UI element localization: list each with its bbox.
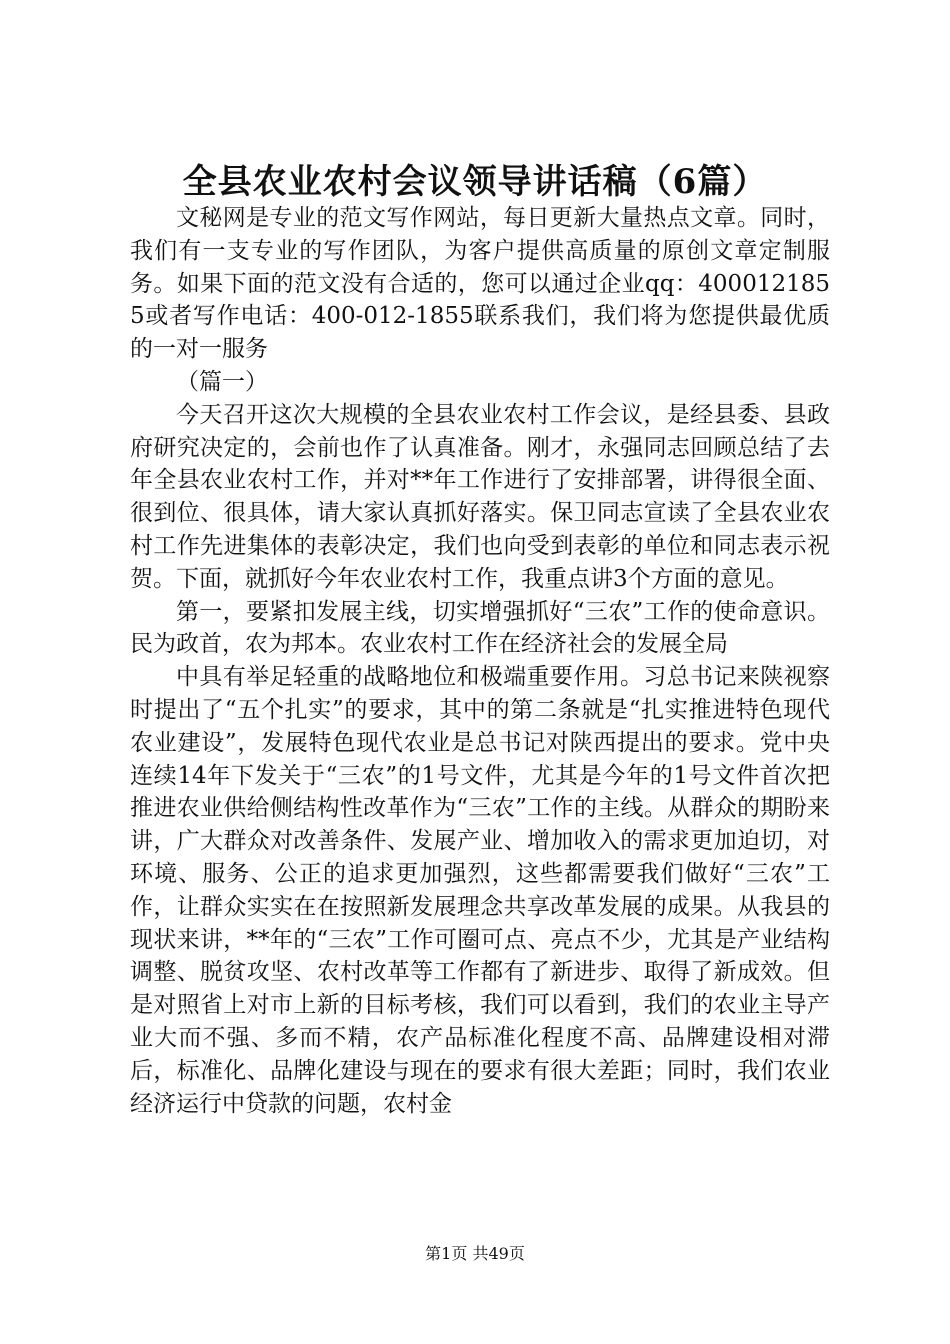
body-paragraph: 今天召开这次大规模的全县农业农村工作会议，是经县委、县政府研究决定的，会前也作了认真准备。刚才，永强同志回顾总结了去年全县农业农村工作，并对**年工作进行了安排部署，讲得很全面、很到位、很具体，请大家认真抓好落实。保卫同志宣读了全县农业农村工作先进集体的表彰决定，我们也向受到表彰的单位和同志表示祝贺。下面，就抓好今年农业农村工作，我重点讲3个方面的意见。 [130,401,830,592]
body-paragraph: 中具有举足轻重的战略地位和极端重要作用。习总书记来陕视察时提出了“五个扎实”的要求，其中的第二条就是“扎实推进特色现代农业建设”，发展特色现代农业是总书记对陕西提出的要求。党中央连续14年下发关于“三农”的1号文件，尤其是今年的1号文件首次把推进农业供给侧结构性改革作为“三农”工作的主线。从群众的期盼来讲，广大群众对改善条件、发展产业、增加收入的需求更加迫切，对环境、服务、公正的追求更加强烈，这些都需要我们做好“三农”工作，让群众实实在在按照新发展理念共享改革发展的成果。从我县的现状来讲，**年的“三农”工作可圈可点、亮点不少，尤其是产业结构调整、脱贫攻坚、农村改革等工作都有了新进步、取得了新成效。但是对照省上对市上新的目标考核，我们可以看到，我们的农业主导产业大而不强、多而不精，农产品标准化程度不高、品牌建设相对滞后，标准化、品牌化建设与现在的要求有很大差距；同时，我们农业经济运行中贷款的问题，农村金 [130,664,830,1117]
section-heading: （篇一） [176,368,268,395]
page-footer [0,1244,950,1264]
document-body [130,202,830,1120]
document-title: 全县农业农村会议领导讲话稿（6篇） [182,162,768,202]
intro-paragraph: 文秘网是专业的范文写作网站，每日更新大量热点文章。同时，我们有一支专业的写作团队，为客户提供高质量的原创文章定制服务。如果下面的范文没有合适的，您可以通过企业qq：4000121855或者写作电话：400-012-1855联系我们，我们将为您提供最优质的一对一服务 [130,205,830,363]
page-number: 第1页 [425,1244,468,1263]
body-paragraph: 第一，要紧扣发展主线，切实增强抓好“三农”工作的使命意识。民为政首，农为邦本。农业农村工作在经济社会的发展全局 [130,598,830,658]
page-total: 共49页 [472,1244,525,1263]
